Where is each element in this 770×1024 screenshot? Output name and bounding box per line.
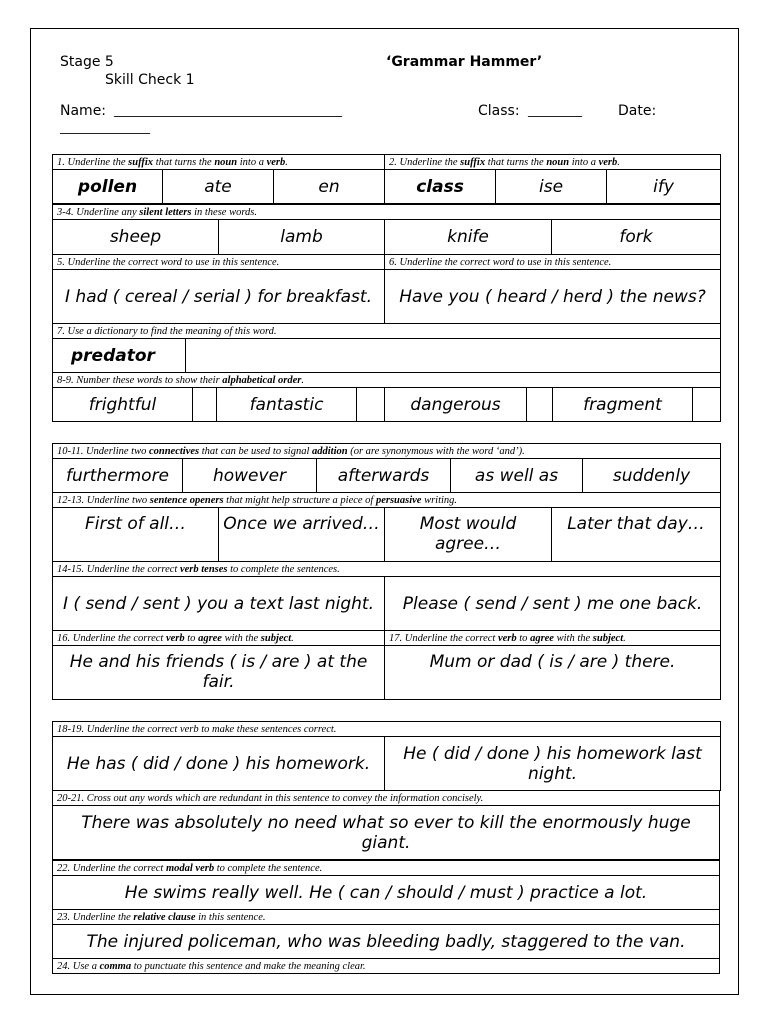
question-8-9-instruction: 8-9. Number these words to show their alphabetical order. xyxy=(53,373,721,388)
question-5-instruction: 5. Underline the correct word to use in this sentence. xyxy=(53,255,385,270)
section-1-dictionary xyxy=(52,323,721,373)
name-label: Name: xyxy=(60,103,107,119)
word-predator: predator xyxy=(53,339,186,373)
question-23-sentence[interactable]: The injured policeman, who was bleeding badly, staggered to the van. xyxy=(53,925,720,959)
question-16-sentence[interactable]: He and his friends ( is / are ) at the fair. xyxy=(53,646,385,700)
section-2-agreement xyxy=(52,630,721,700)
question-15-sentence[interactable]: Please ( send / sent ) me one back. xyxy=(385,577,721,631)
silent-letter-word[interactable]: sheep xyxy=(53,220,219,255)
class-field[interactable]: _________ xyxy=(528,103,582,117)
sentence-opener-option[interactable]: Once we arrived… xyxy=(219,508,385,562)
class-label: Class: xyxy=(478,103,520,119)
section-2-openers xyxy=(52,492,721,562)
suffix-option[interactable]: ate xyxy=(163,170,274,204)
question-18-sentence[interactable]: He has ( did / done ) his homework. xyxy=(53,737,385,791)
question-20-21-instruction: 20-21. Cross out any words which are redundant in this sentence to convey the information concisely. xyxy=(53,791,720,806)
sentence-opener-option[interactable]: First of all… xyxy=(53,508,219,562)
silent-letter-word[interactable]: knife xyxy=(385,220,552,255)
alphabetical-word: frightful xyxy=(53,388,193,422)
question-14-15-instruction: 14-15. Underline the correct verb tenses to complete the sentences. xyxy=(53,562,721,577)
order-number-box[interactable] xyxy=(193,388,217,422)
question-18-19-instruction: 18-19. Underline the correct verb to make these sentences correct. xyxy=(53,722,721,737)
section-2-verb-tenses xyxy=(52,561,721,631)
question-17-instruction: 17. Underline the correct verb to agree with the subject. xyxy=(385,631,721,646)
skill-check-label: Skill Check 1 xyxy=(105,72,195,88)
suffix-option[interactable]: en xyxy=(274,170,385,204)
alphabetical-word: fantastic xyxy=(217,388,357,422)
question-3-4-instruction: 3-4. Underline any silent letters in these words. xyxy=(53,205,721,220)
sentence-opener-option[interactable]: Later that day… xyxy=(552,508,721,562)
connective-option[interactable]: furthermore xyxy=(53,459,183,493)
word-pollen[interactable]: pollen xyxy=(53,170,163,204)
alphabetical-word: dangerous xyxy=(385,388,527,422)
question-6-sentence[interactable]: Have you ( heard / herd ) the news? xyxy=(385,270,721,324)
question-19-sentence[interactable]: He ( did / done ) his homework last night. xyxy=(385,737,721,791)
order-number-box[interactable] xyxy=(527,388,553,422)
question-12-13-instruction: 12-13. Underline two sentence openers that might help structure a piece of persuasive writing. xyxy=(53,493,721,508)
sentence-opener-option[interactable]: Most would agree… xyxy=(385,508,552,562)
question-17-sentence[interactable]: Mum or dad ( is / are ) there. xyxy=(385,646,721,700)
question-22-instruction: 22. Underline the correct modal verb to complete the sentence. xyxy=(53,861,720,876)
alphabetical-word: fragment xyxy=(553,388,693,422)
name-field[interactable]: ______________________________________ xyxy=(114,103,342,117)
section-3-redundant xyxy=(52,790,720,860)
word-class[interactable]: class xyxy=(385,170,496,204)
suffix-option[interactable]: ify xyxy=(607,170,721,204)
question-1-instruction: 1. Underline the suffix that turns the noun into a verb. xyxy=(53,155,385,170)
section-1-sentences xyxy=(52,254,721,324)
connective-option[interactable]: as well as xyxy=(451,459,583,493)
section-1-silent-letters xyxy=(52,204,721,255)
date-label: Date: xyxy=(618,103,657,119)
section-1-table xyxy=(52,154,721,204)
order-number-box[interactable] xyxy=(693,388,721,422)
silent-letter-word[interactable]: lamb xyxy=(219,220,385,255)
definition-answer-box[interactable] xyxy=(186,339,721,373)
section-3-verbs xyxy=(52,721,721,791)
section-3-modal xyxy=(52,860,720,910)
question-22-sentence[interactable]: He swims really well. He ( can / should / must ) practice a lot. xyxy=(53,876,720,910)
section-3-relative-clause xyxy=(52,909,720,974)
question-7-instruction: 7. Use a dictionary to find the meaning of this word. xyxy=(53,324,721,339)
section-2-connectives xyxy=(52,443,721,493)
question-16-instruction: 16. Underline the correct verb to agree with the subject. xyxy=(53,631,385,646)
connective-option[interactable]: suddenly xyxy=(583,459,721,493)
page-title: ‘Grammar Hammer’ xyxy=(386,54,543,70)
question-2-instruction: 2. Underline the suffix that turns the noun into a verb. xyxy=(385,155,721,170)
suffix-option[interactable]: ise xyxy=(496,170,607,204)
question-10-11-instruction: 10-11. Underline two connectives that can be used to signal addition (or are synonymous with the word ‘and’). xyxy=(53,444,721,459)
section-1-alphabetical xyxy=(52,372,721,422)
question-5-sentence[interactable]: I had ( cereal / serial ) for breakfast. xyxy=(53,270,385,324)
question-23-instruction: 23. Underline the relative clause in this sentence. xyxy=(53,910,720,925)
question-14-sentence[interactable]: I ( send / sent ) you a text last night. xyxy=(53,577,385,631)
name-field-continued[interactable]: _______________ xyxy=(60,120,150,134)
question-24-instruction: 24. Use a comma to punctuate this sentence and make the meaning clear. xyxy=(53,959,720,974)
connective-option[interactable]: afterwards xyxy=(317,459,451,493)
stage-label: Stage 5 xyxy=(60,54,114,70)
order-number-box[interactable] xyxy=(357,388,385,422)
connective-option[interactable]: however xyxy=(183,459,317,493)
question-6-instruction: 6. Underline the correct word to use in this sentence. xyxy=(385,255,721,270)
silent-letter-word[interactable]: fork xyxy=(552,220,721,255)
question-20-21-sentence[interactable]: There was absolutely no need what so ever to kill the enormously huge giant. xyxy=(53,806,720,860)
